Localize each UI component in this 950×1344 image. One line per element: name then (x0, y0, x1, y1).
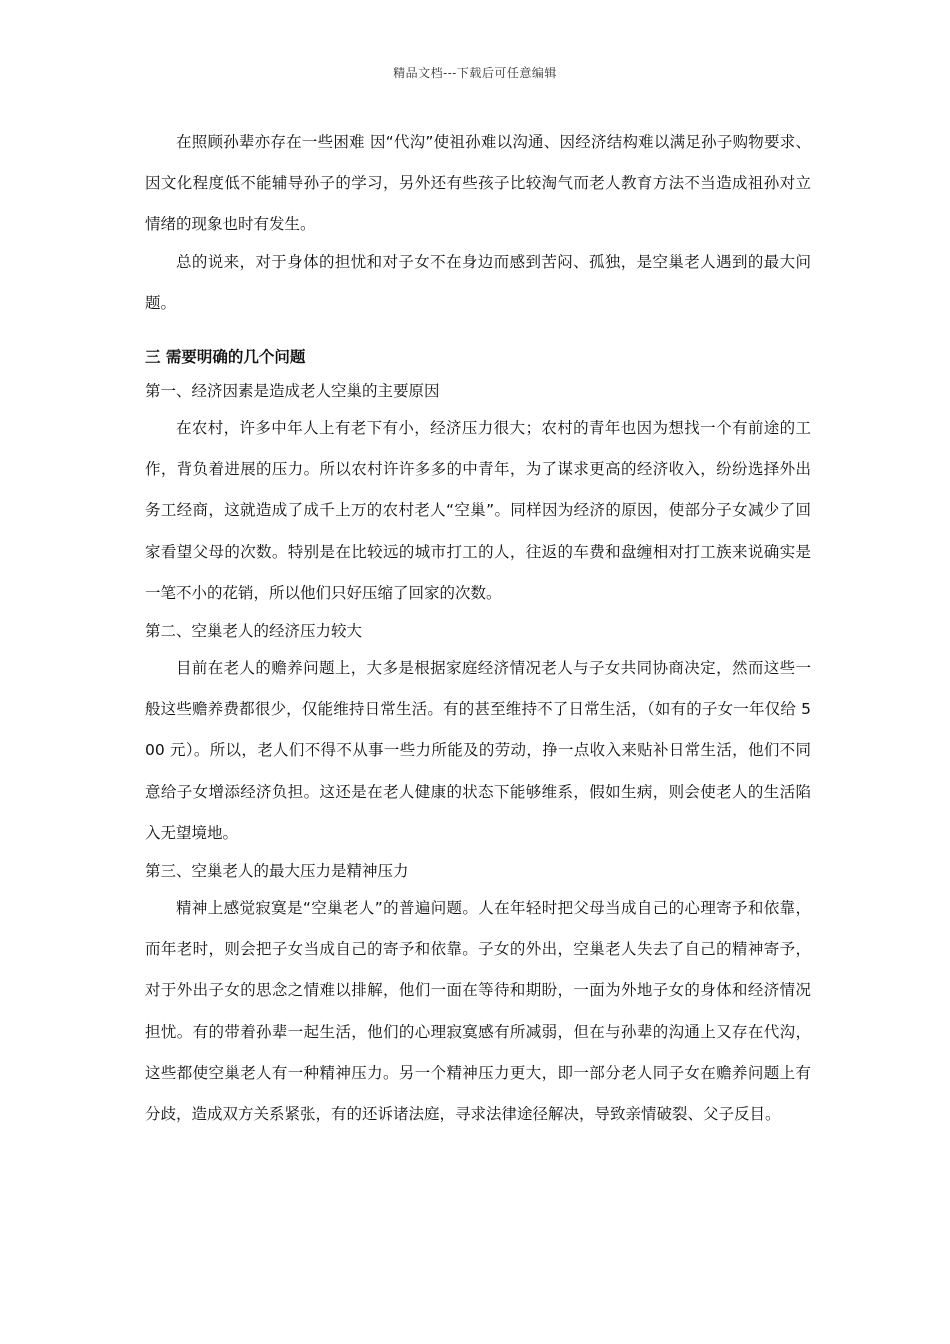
paragraph-mental-pressure: 精神上感觉寂寞是“空巢老人”的普遍问题。人在年轻时把父母当成自己的心理寄予和依靠，而年老时，则会把子女当成自己的寄予和依靠。子女的外出，空巢老人失去了自己的精神寄予，对于外出子女的思念之情难以排解，他们一面在等待和期盼，一面为外地子女的身体和经济情况担忧。有的带着孙辈一起生活，他们的心理寂寞感有所减弱，但在与孙辈的沟通上又存在代沟，这些都使空巢老人有一种精神压力。另一个精神压力更大，即一部分老人同子女在赡养问题上有分歧，造成双方关系紧张，有的还诉诸法庭，寻求法律途径解决，导致亲情破裂、父子反目。 (145, 899, 811, 1124)
paragraph-economic-cause: 在农村，许多中年人上有老下有小，经济压力很大；农村的青年也因为想找一个有前途的工作，背负着进展的压力。所以农村许许多多的中青年，为了谋求更高的经济收入，纷纷选择外出务工经商，这就造成了成千上万的农村老人“空巢”。同样因为经济的原因，使部分子女减少了回家看望父母的次数。特别是在比较远的城市打工的人，往返的车费和盘缠相对打工族来说确实是一笔不小的花销，所以他们只好压缩了回家的次数。 (145, 419, 811, 602)
subheading-economic-cause: 第一、经济因素是造成老人空巢的主要原因 (145, 382, 440, 401)
section-heading-issues: 三 需要明确的几个问题 (145, 348, 306, 367)
subheading-economic-pressure: 第二、空巢老人的经济压力较大 (145, 622, 363, 641)
document-body (145, 122, 811, 1135)
page-header: 精品文档---下载后可任意编辑 (393, 66, 557, 80)
paragraph-grandchildren-care: 在照顾孙辈亦存在一些困难 因“代沟”使祖孙难以沟通、因经济结构难以满足孙子购物要求、因文化程度低不能辅导孙子的学习，另外还有些孩子比较淘气而老人教育方法不当造成祖孙对立情绪的现象也时有发生。 (145, 133, 811, 234)
subheading-mental-pressure: 第三、空巢老人的最大压力是精神压力 (145, 862, 409, 881)
paragraph-economic-pressure: 目前在老人的赡养问题上，大多是根据家庭经济情况老人与子女共同协商决定，然而这些一般这些赡养费都很少，仅能维持日常生活。有的甚至维持不了日常生活，（如有的子女一年仅给 500 元）。所以，老人们不得不从事一些力所能及的劳动，挣一点收入来贴补日常生活，他们不同意给子女增添经济负担。这还是在老人健康的状态下能够维系，假如生病，则会使老人的生活陷入无望境地。 (145, 659, 811, 842)
paragraph-summary: 总的说来，对于身体的担忧和对子女不在身边而感到苦闷、孤独，是空巢老人遇到的最大问题。 (145, 252, 811, 312)
